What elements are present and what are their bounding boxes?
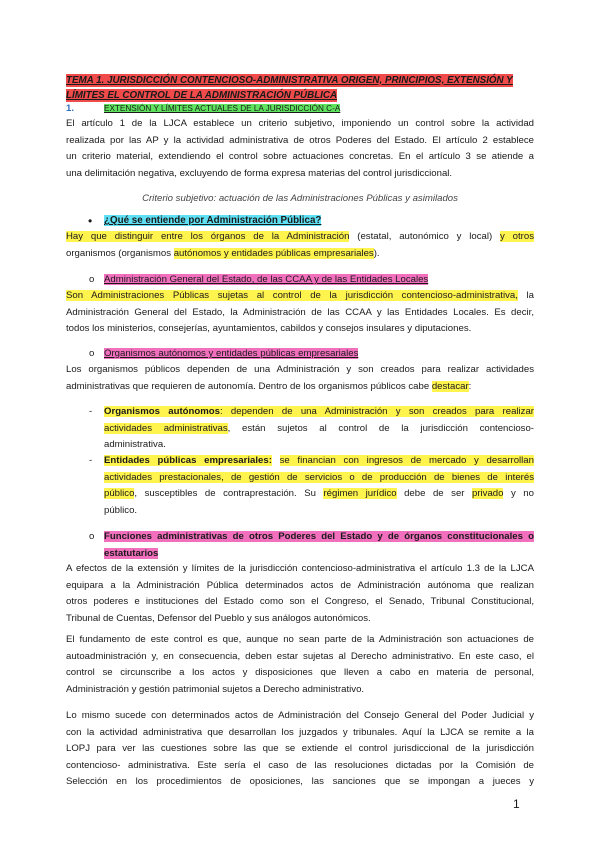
dash-marker: -: [89, 455, 93, 466]
page-number: 1: [513, 797, 520, 811]
title-line-1: TEMA 1. JURISDICCIÓN CONTENCIOSO-ADMINISTRATIVA ORIGEN, PRINCIPIOS, EXTENSIÓN Y: [66, 75, 513, 86]
paragraph-fundamento: El fundamento de este control es que, aunque no sean parte de la Administración son actuaciones de autoadministración y, en consecuencia, deben estar sujetas al Derecho administrativo. En este caso, el control se circunscribe a los actos y disposiciones que lleven a cabo en materia de personal, Administración y gestión patrimonial sujetos a Derecho administrativo.: [66, 634, 534, 695]
subheading-funciones: Funciones administrativas de otros Poderes del Estado y de órganos constitucionales o estatutarios: [104, 531, 534, 559]
circle-marker-icon: o: [89, 531, 95, 542]
list-item-organismos-autonomos: Organismos autónomos: dependen de una Administración y son creados para realizar actividades administrativas, están sujetos al control de la jurisdicción contencioso- administrativa.: [104, 406, 534, 451]
list-item-entidades-publicas: Entidades públicas empresariales: se financian con ingresos de mercado y desarrollan actividades prestacionales, de gestión de servicios o de producción de bienes de interés público, susceptibles de contraprestación. Su régimen jurídico debe de ser privado y no público.: [104, 455, 534, 516]
title-line-2: LÍMITES EL CONTROL DE LA ADMINISTRACIÓN PÚBLICA: [66, 90, 338, 101]
dash-marker: -: [89, 406, 93, 417]
section-heading-text: EXTENSIÓN Y LÍMITES ACTUALES DE LA JURISDICCIÓN C-A: [104, 104, 341, 113]
subheading-administraciones: Administración General del Estado, de las CCAA y de las Entidades Locales: [104, 274, 429, 285]
circle-marker-icon: o: [89, 274, 95, 285]
paragraph-administraciones: Son Administraciones Públicas sujetas al control de la jurisdicción contencioso-administrativa, la Administración General del Estado, la Administración de las CCAA y las Entidades Locales. Es decir, todos los ministerios, consejerías, ayuntamientos, cabildos y consejos insulares y diputaciones.: [66, 290, 534, 335]
paragraph-cgpj: Lo mismo sucede con determinados actos de Administración del Consejo General del Poder Judicial y con la actividad administrativa que desarrollan los juzgados y tribunales. Aquí la LJCA se remite a la LOPJ para ver las cuestiones sobre las que se extiende el control jurisdiccional de la jurisdicción contencioso- administrativa. Este sería el caso de las resoluciones dictadas por la Comisión de Selección en los procedimientos de oposiciones, las sanciones que se impongan a jueces y: [66, 710, 534, 788]
bullet-icon: •: [88, 214, 93, 228]
question-paragraph: Hay que distinguir entre los órganos de la Administración (estatal, autonómico y local) y otros organismos (organismos autónomos y entidades públicas empresariales).: [66, 231, 535, 259]
section-number: 1.: [66, 103, 75, 114]
question-heading: ¿Qué se entiende por Administración Pública?: [104, 215, 322, 226]
circle-marker-icon: o: [89, 348, 95, 359]
paragraph-organismos: Los organismos públicos dependen de una Administración y son creados para realizar actividades administrativas que requieren de autonomía. Dentro de los organismos públicos cabe destacar:: [66, 364, 534, 392]
page-title: [66, 73, 534, 103]
subheading-organismos: Organismos autónomos y entidades públicas empresariales: [104, 348, 359, 359]
intro-paragraph: El artículo 1 de la LJCA establece un criterio subjetivo, imponiendo un control sobre la actividad realizada por las AP y la actividad administrativa de otros Poderes del Estado. El artículo 2 establece un criterio material, extendiendo el control sobre actuaciones concretas. En el artículo 3 se atiende a una delimitación negativa, excluyendo de forma expresa materias del control jurisdiccional.: [66, 118, 534, 179]
paragraph-equiparacion: A efectos de la extensión y límites de la jurisdicción contencioso-administrativa el artículo 1.3 de la LJCA equipara a la Administración Pública determinados actos de Administración autónoma que realizan otros poderes e instituciones del Estado como son el Congreso, el Senado, Tribunal Constitucional, Tribunal de Cuentas, Defensor del Pueblo y sus análogos autonómicos.: [66, 563, 534, 624]
subtitle: Criterio subjetivo: actuación de las Administraciones Públicas y asimilados: [142, 193, 458, 204]
